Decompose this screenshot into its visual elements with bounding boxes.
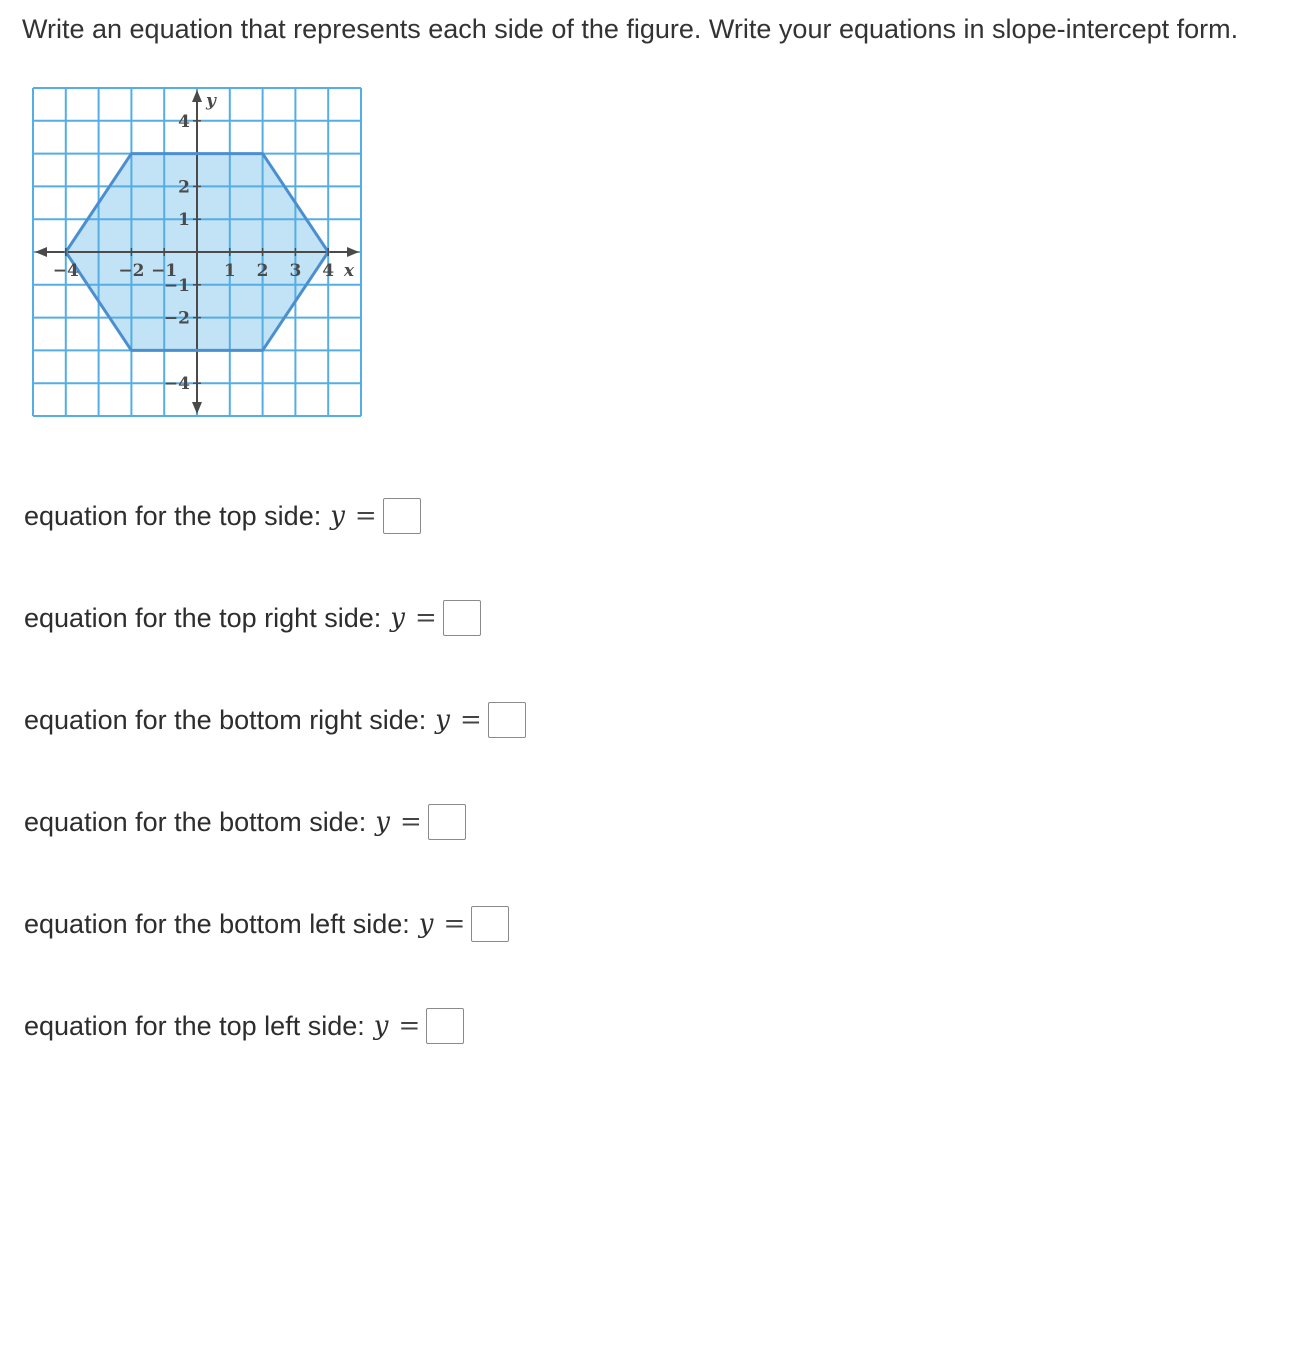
question-bottom-side [24,804,466,840]
variable-y: y [390,603,405,633]
x-tick-label: 1 [223,261,236,281]
question-label: equation for the bottom side: [24,806,367,837]
top-right-side-answer-input[interactable] [443,600,481,636]
x-tick-label: 4 [322,261,335,281]
bottom-right-side-answer-input[interactable] [488,702,526,738]
top-side-answer-input[interactable] [383,498,421,534]
question-label: equation for the top right side: [24,602,382,633]
x-tick-label: −4 [52,261,79,281]
y-axis-label: y [206,91,216,111]
y-tick-label: 2 [178,177,190,198]
question-top-side [24,498,421,534]
y-tick-label: −2 [163,308,190,329]
y-tick-label: −1 [163,275,190,296]
y-tick-label: 1 [178,210,190,231]
question-bottom-right-side [24,702,526,738]
question-label: equation for the bottom right side: [24,704,427,735]
variable-y: y [418,909,434,939]
variable-y: y [330,501,345,531]
question-top-right-side [24,600,481,636]
equals-sign: = [354,501,377,531]
equals-sign: = [398,1011,421,1041]
variable-y: y [373,1011,389,1041]
variable-y: y [375,807,390,837]
equals-sign: = [414,603,437,633]
equals-sign: = [443,909,466,939]
y-tick-label: −4 [163,374,190,395]
bottom-side-answer-input[interactable] [428,804,466,840]
bottom-left-side-answer-input[interactable] [471,906,509,942]
x-tick-label: −2 [118,261,145,281]
x-tick-label: −1 [151,261,178,281]
question-label: equation for the top side: [24,500,322,531]
question-label: equation for the bottom left side: [24,908,410,939]
y-tick-label: 4 [178,111,190,132]
top-left-side-answer-input[interactable] [426,1008,464,1044]
x-tick-label: 3 [289,261,302,281]
question-prompt: Write an equation that represents each side of the figure. Write your equations in slope-intercept form. [22,14,1239,44]
question-label: equation for the top left side: [24,1010,365,1041]
hexagon-graph [0,0,400,440]
equals-sign: = [399,807,422,837]
equals-sign: = [459,705,482,735]
question-top-left-side [24,1008,464,1044]
x-tick-label: 2 [256,261,269,281]
x-axis-label: x [343,261,355,281]
question-bottom-left-side [24,906,509,942]
variable-y: y [435,705,450,735]
